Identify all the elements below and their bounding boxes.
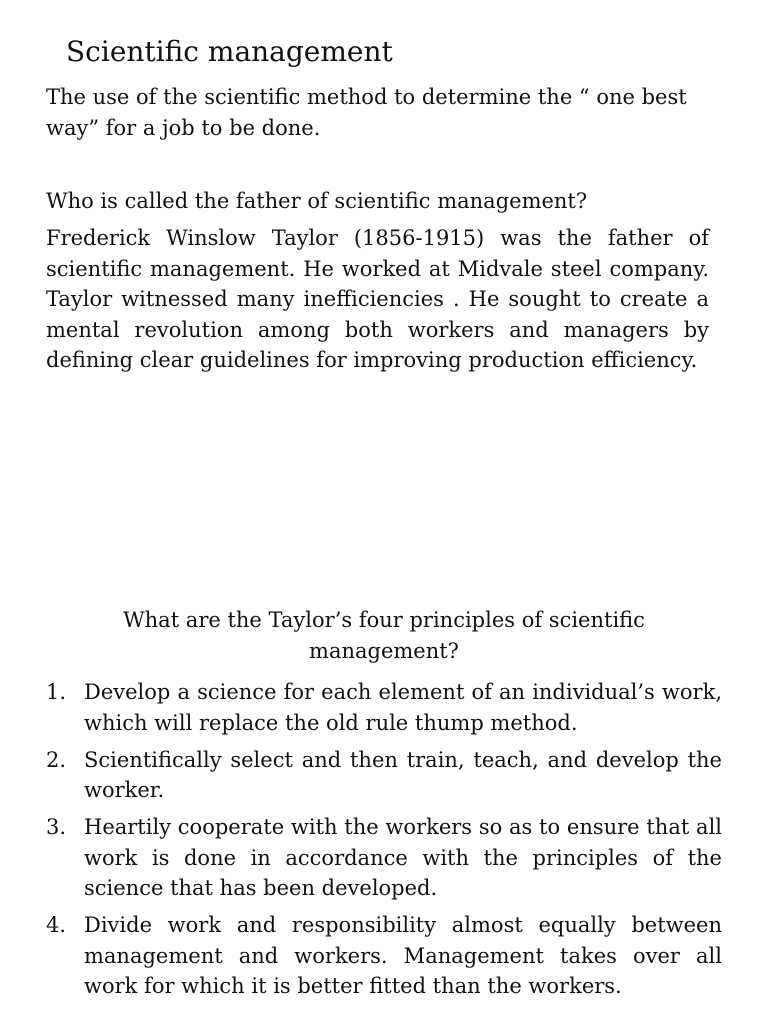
definition-paragraph: The use of the scientific method to determine the “ one best way” for a job to be done.: [46, 85, 687, 140]
principle-item: [46, 812, 722, 904]
principle-item: [46, 677, 722, 738]
page-title: Scientific management: [66, 35, 393, 68]
question-paragraph: Who is called the father of scientific management?: [46, 189, 588, 213]
principle-number: 4.: [46, 913, 67, 937]
principle-number: 3.: [46, 815, 67, 839]
principle-text: Heartily cooperate with the workers so as to ensure that all work is done in accordance with the principles of the science that has been developed.: [84, 815, 722, 900]
principle-text: Develop a science for each element of an individual’s work, which will replace the old rule thump method.: [84, 680, 722, 735]
answer-paragraph: Frederick Winslow Taylor (1856-1915) was the father of scientific management. He worked at Midvale steel company. Taylor witnessed many inefficiencies . He sought to create a mental revolution among both workers and managers by defining clear guidelines for improving production efficiency.: [46, 226, 709, 373]
principle-text: Divide work and responsibility almost equally between management and workers. Management takes over all work for which it is better fitted than the workers.: [84, 913, 722, 998]
principle-item: [46, 910, 722, 1002]
principle-number: 2.: [46, 747, 67, 772]
principles-list: [46, 677, 722, 1008]
principles-heading: What are the Taylor’s four principles of scientific management?: [123, 608, 645, 663]
principle-number: 1.: [46, 680, 67, 704]
principle-item: [46, 745, 722, 806]
principle-text: Scientifically select and then train, teach, and develop the worker.: [84, 747, 722, 802]
